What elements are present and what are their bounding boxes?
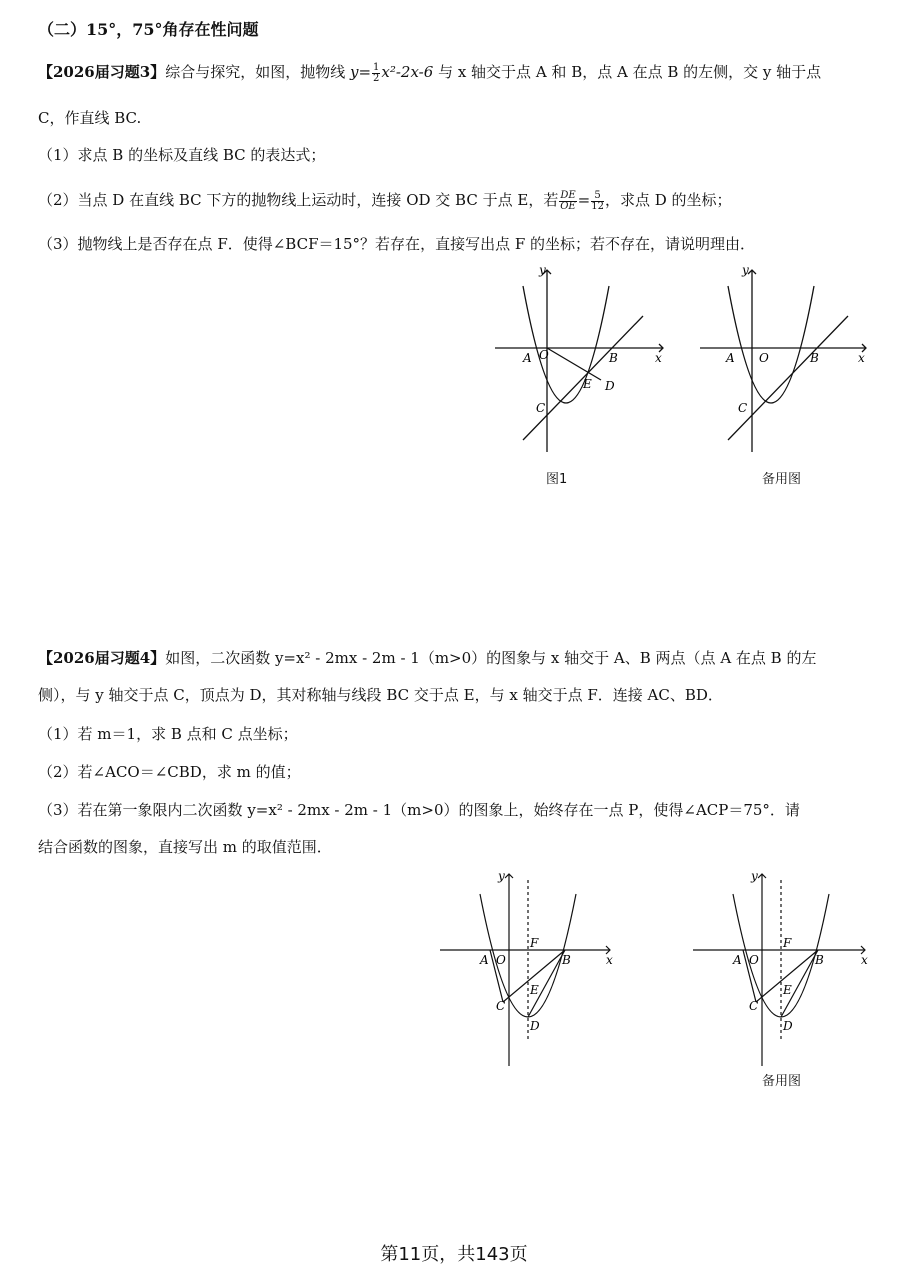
problem4-q2: （2）若∠ACO＝∠CBD，求 m 的值； — [38, 763, 301, 781]
problem4-q1: （1）若 m＝1，求 B 点和 C 点坐标； — [38, 725, 298, 743]
label-c: C — [738, 401, 748, 415]
label-a: A — [480, 953, 489, 967]
label-a: A — [726, 351, 735, 365]
formula-rest: x²-2x-6 — [381, 63, 434, 81]
problem4-q3-a: （3）若在第一象限内二次函数 y=x² - 2mx - 2m - 1（m>0）的图象上，始终存在一点 P，使得∠ACP＝75°．请 — [38, 801, 800, 819]
problem4-line1: 【2026届习题4】如图，二次函数 y=x² - 2mx - 2m - 1（m>0）的图象与 x 轴交于 A、B 两点（点 A 在点 B 的左 — [38, 649, 817, 667]
problem4-q3-b: 结合函数的图象，直接写出 m 的取值范围． — [38, 838, 332, 856]
problem4-fig2-caption: 备用图 — [762, 1074, 802, 1089]
problem4-line2: 侧），与 y 轴交于点 C，顶点为 D，其对称轴与线段 BC 交于点 E，与 x 轴交于点 F．连接 AC、BD． — [38, 686, 723, 704]
problem4-spare-figure — [693, 870, 873, 1070]
problem3-spare-figure — [700, 262, 880, 462]
segment-od — [547, 348, 601, 380]
fig2-caption: 备用图 — [762, 472, 802, 487]
problem3-q3: （3）抛物线上是否存在点 F．使得∠BCF＝15°？若存在，直接写出点 F 的坐标；若不存在，请说明理由． — [38, 235, 756, 253]
problem4-figure1 — [440, 870, 620, 1070]
problem3-q1: （1）求点 B 的坐标及直线 BC 的表达式； — [38, 146, 326, 164]
label-o: O — [749, 953, 759, 967]
label-x: x — [858, 351, 865, 365]
label-y: y — [751, 869, 758, 883]
problem3-intro-b: 与 x 轴交于点 A 和 B，点 A 在点 B 的左侧，交 y 轴于点 — [433, 63, 822, 81]
problem3-intro: 综合与探究，如图，抛物线 — [165, 63, 350, 81]
label-f: F — [783, 936, 792, 950]
problem3-figure1 — [495, 262, 675, 462]
de-oe-fraction: $\frac{DE}{OE}$ — [560, 189, 576, 212]
label-e: E — [583, 377, 592, 391]
page-footer: 第11页，共143页 — [380, 1244, 528, 1265]
label-o: O — [496, 953, 506, 967]
half-fraction: $\frac{1}{2}$ — [373, 61, 380, 84]
problem3-tag: 【2026届习题3】 — [38, 63, 166, 81]
label-a: A — [733, 953, 742, 967]
label-x: x — [861, 953, 868, 967]
label-b: B — [609, 351, 618, 365]
label-b: B — [815, 953, 824, 967]
label-y: y — [498, 869, 505, 883]
section-title: （二）15°，75°角存在性问题 — [38, 20, 259, 39]
label-c: C — [749, 999, 759, 1013]
label-o: O — [539, 348, 549, 362]
label-e: E — [530, 983, 539, 997]
label-d: D — [530, 1019, 540, 1033]
problem3-line2: C，作直线 BC. — [38, 109, 142, 127]
label-b: B — [810, 351, 819, 365]
fig1-caption: 图1 — [546, 472, 568, 487]
problem3-line1 — [38, 62, 821, 84]
label-d: D — [605, 379, 615, 393]
label-y: y — [742, 263, 749, 277]
line-bc — [728, 316, 848, 440]
label-e: E — [783, 983, 792, 997]
label-b: B — [562, 953, 571, 967]
parabola — [728, 286, 814, 403]
formula-y: y= — [349, 63, 372, 81]
label-c: C — [496, 999, 506, 1013]
label-x: x — [606, 953, 613, 967]
label-x: x — [655, 351, 662, 365]
label-a: A — [523, 351, 532, 365]
label-o: O — [759, 351, 769, 365]
label-y: y — [539, 263, 546, 277]
parabola — [523, 286, 609, 403]
label-f: F — [530, 936, 539, 950]
problem4-tag: 【2026届习题4】 — [38, 649, 166, 667]
label-c: C — [536, 401, 546, 415]
problem3-q2: （2）当点 D 在直线 BC 下方的抛物线上运动时，连接 OD 交 BC 于点 E，若 $\frac{DE}{OE}$ = $\frac{5}{12}$ ，求点 D 的坐标； — [38, 189, 732, 212]
label-d: D — [783, 1019, 793, 1033]
ratio-fraction: $\frac{5}{12}$ — [591, 189, 604, 212]
